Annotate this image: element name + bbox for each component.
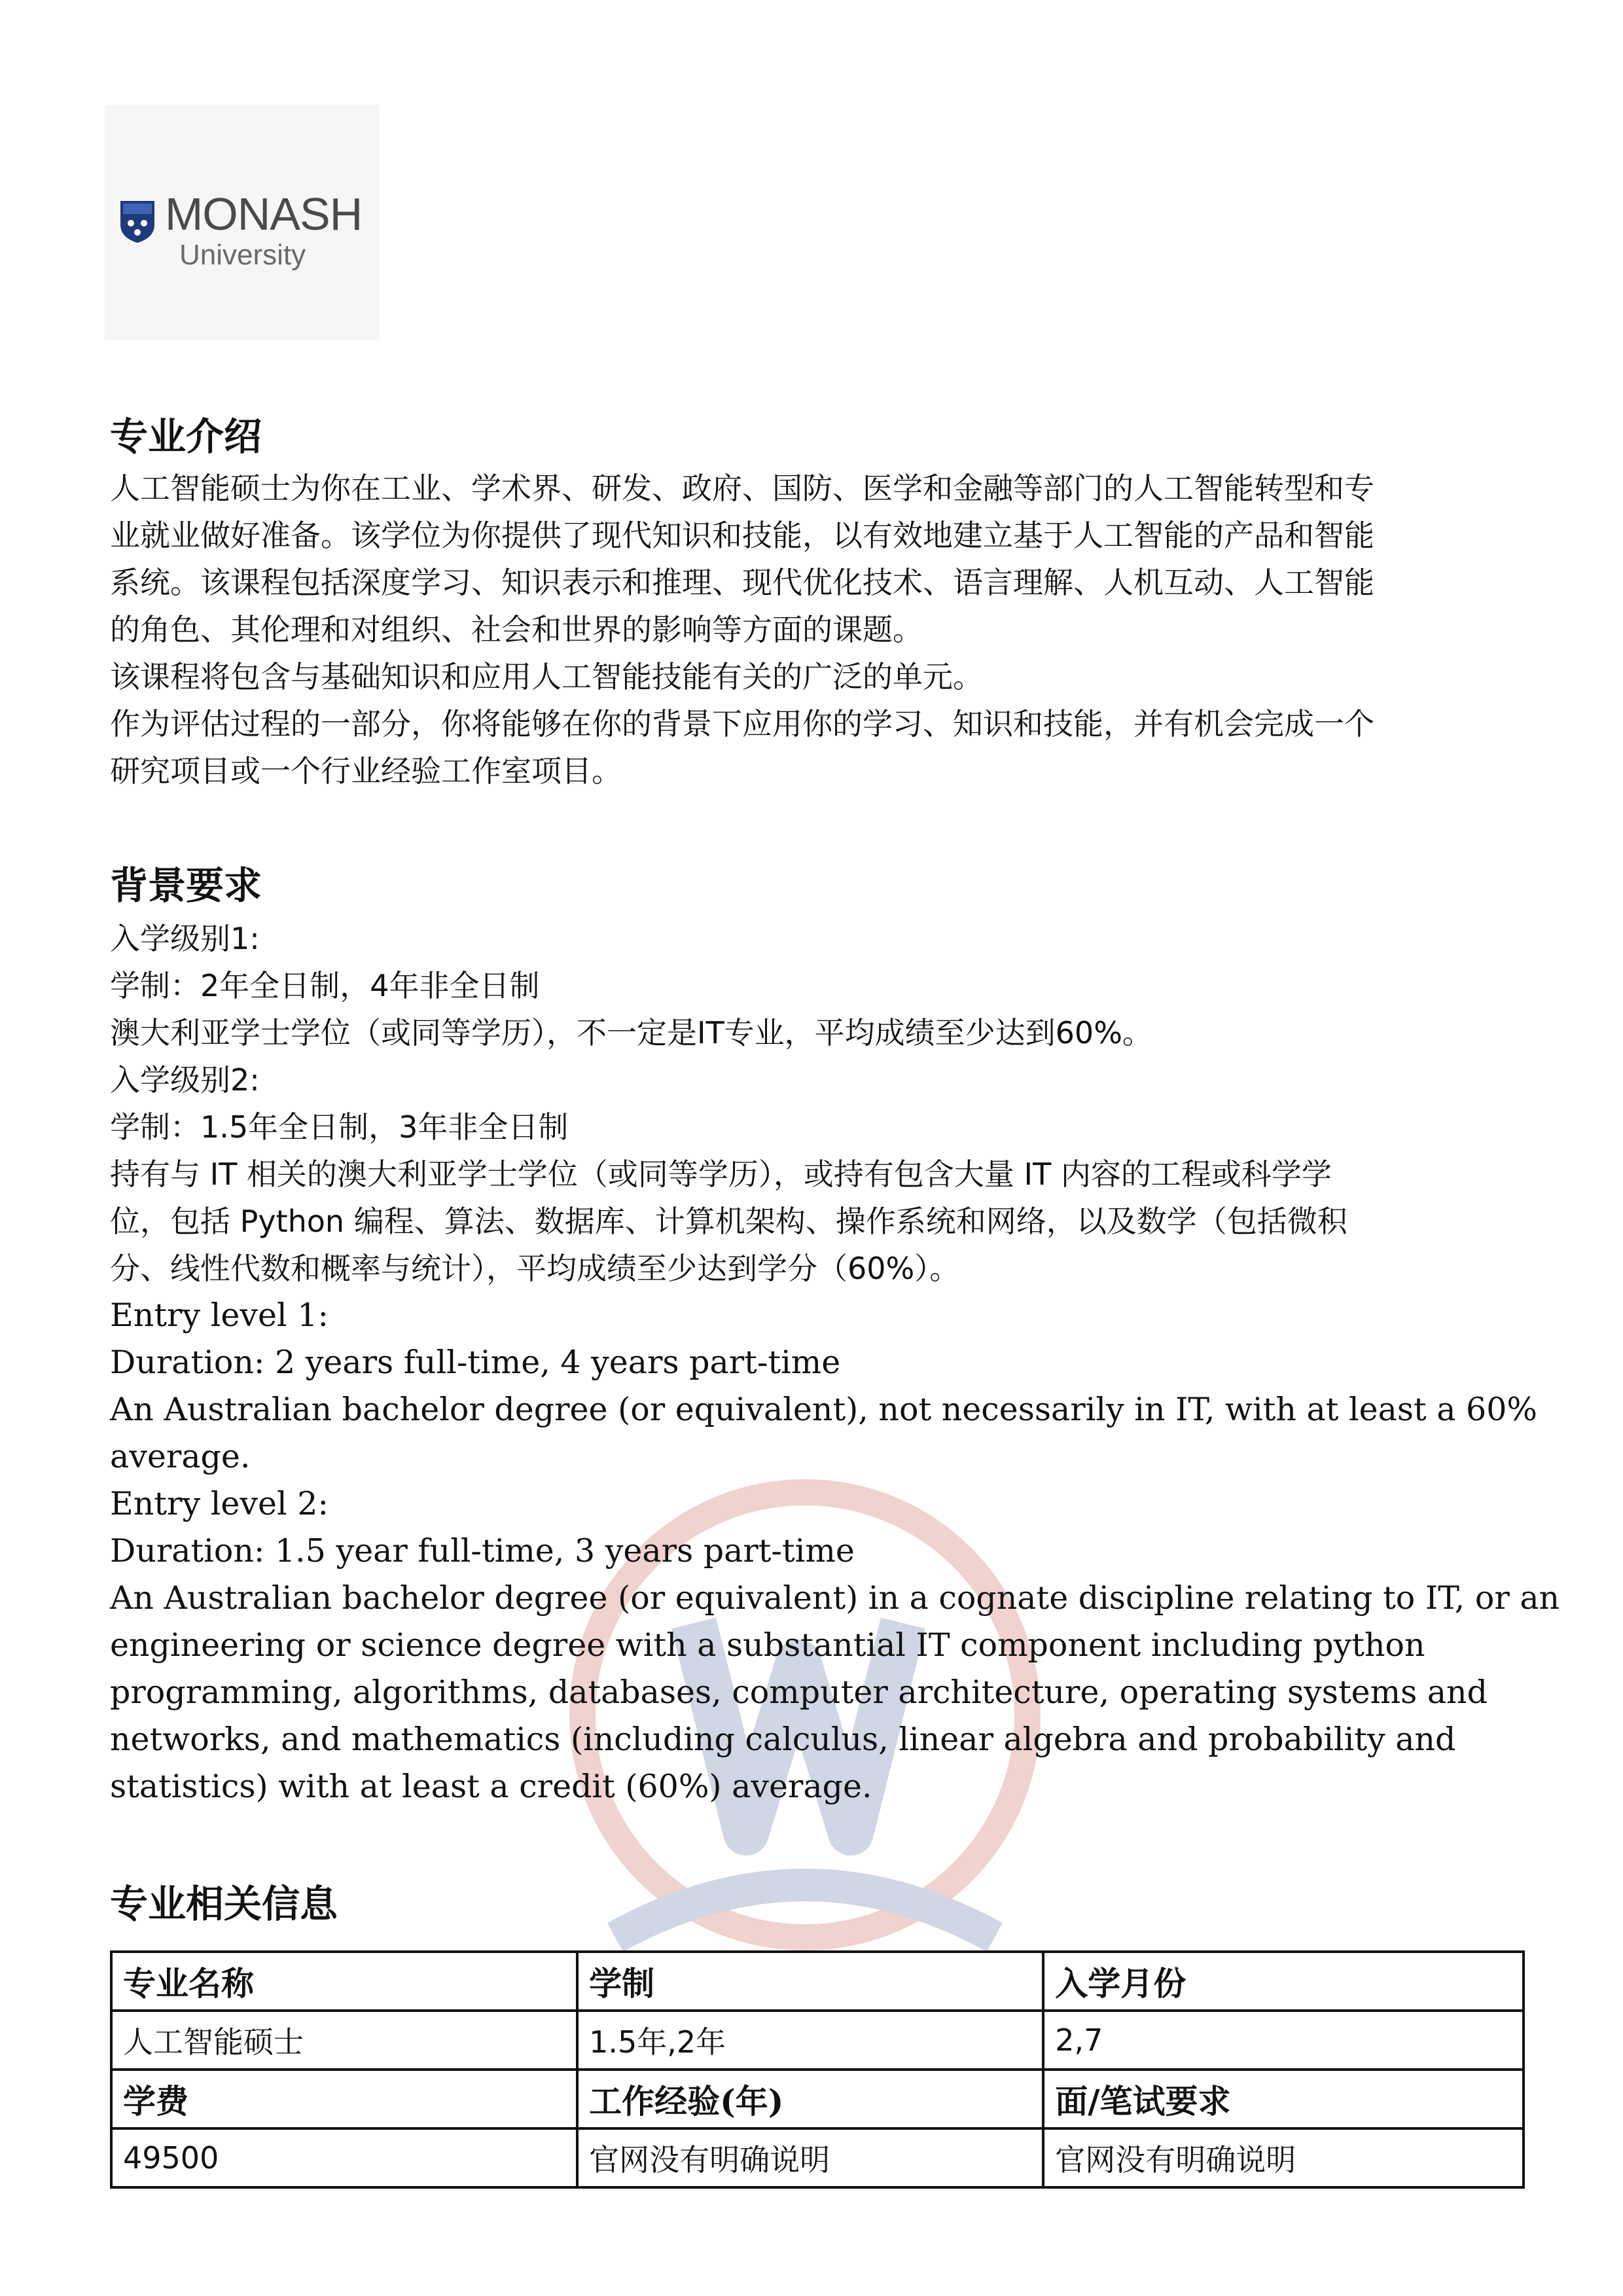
text-line: average.	[110, 1438, 251, 1475]
logo-wordmark: MONASH	[165, 188, 363, 240]
monash-logo	[105, 105, 380, 340]
text-line: Duration: 1.5 year full-time, 3 years part-time	[110, 1532, 855, 1570]
text-line: An Australian bachelor degree (or equivalent) in a cognate discipline relating to IT, or an	[110, 1579, 1560, 1617]
text-line: 系统。该课程包括深度学习、知识表示和推理、现代优化技术、语言理解、人机互动、人工智能	[110, 565, 1374, 600]
section-title-intro: 专业介绍	[110, 414, 262, 459]
logo-subtitle: University	[179, 239, 306, 271]
table-header-cell: 学制	[577, 1952, 1043, 2011]
background-en-block	[110, 1292, 1560, 1810]
text-line: 入学级别2:	[110, 1062, 260, 1098]
text-line: 分、线性代数和概率与统计），平均成绩至少达到学分（60%）。	[110, 1251, 960, 1286]
section-title-info: 专业相关信息	[110, 1882, 338, 1926]
text-line: 澳大利亚学士学位（或同等学历），不一定是IT专业，平均成绩至少达到60%。	[110, 1015, 1152, 1050]
text-line: 位，包括 Python 编程、算法、数据库、计算机架构、操作系统和网络，以及数学（包括微积	[110, 1204, 1347, 1239]
text-line: 研究项目或一个行业经验工作室项目。	[110, 753, 622, 789]
text-line: 学制：2年全日制，4年非全日制	[110, 968, 540, 1003]
text-line: networks, and mathematics (including calculus, linear algebra and probability and	[110, 1721, 1456, 1758]
text-line: engineering or science degree with a substantial IT component including python	[110, 1626, 1425, 1664]
table-row	[111, 2011, 1524, 2070]
section-title-background: 背景要求	[110, 863, 262, 908]
table-header-cell: 入学月份	[1043, 1952, 1524, 2011]
text-line: 人工智能硕士为你在工业、学术界、研发、政府、国防、医学和金融等部门的人工智能转型和专	[110, 471, 1374, 506]
text-line: 该课程将包含与基础知识和应用人工智能技能有关的广泛的单元。	[110, 659, 983, 694]
table-header-cell: 工作经验(年)	[577, 2070, 1043, 2128]
table-cell: 2,7	[1043, 2011, 1524, 2070]
intro-paragraph	[110, 465, 1530, 795]
text-line: An Australian bachelor degree (or equivalent), not necessarily in IT, with at least a 60%	[110, 1391, 1537, 1428]
program-info-table	[110, 1950, 1525, 2189]
table-cell: 人工智能硕士	[111, 2011, 577, 2070]
table-header-cell: 面/笔试要求	[1043, 2070, 1524, 2128]
text-line: statistics) with at least a credit (60%) average.	[110, 1768, 872, 1805]
table-row	[111, 2070, 1524, 2128]
text-line: 学制：1.5年全日制，3年非全日制	[110, 1109, 569, 1145]
text-line: Entry level 2:	[110, 1485, 329, 1522]
text-line: Entry level 1:	[110, 1297, 329, 1334]
table-cell: 1.5年,2年	[577, 2011, 1043, 2070]
text-line: 入学级别1:	[110, 921, 260, 956]
table-header-cell: 专业名称	[111, 1952, 577, 2011]
text-line: 业就业做好准备。该学位为你提供了现代知识和技能，以有效地建立基于人工智能的产品和智能	[110, 518, 1374, 553]
text-line: 的角色、其伦理和对组织、社会和世界的影响等方面的课题。	[110, 612, 923, 647]
text-line: programming, algorithms, databases, computer architecture, operating systems and	[110, 1674, 1488, 1711]
table-header-cell: 学费	[111, 2070, 577, 2128]
text-line: 持有与 IT 相关的澳大利亚学士学位（或同等学历），或持有包含大量 IT 内容的工程或科学学	[110, 1157, 1332, 1192]
text-line: Duration: 2 years full-time, 4 years part-time	[110, 1344, 841, 1381]
table-cell: 官网没有明确说明	[577, 2128, 1043, 2187]
background-cn-block	[110, 915, 1530, 1292]
monash-shield-icon	[119, 200, 156, 244]
table-cell: 官网没有明确说明	[1043, 2128, 1524, 2187]
table-row	[111, 2128, 1524, 2187]
table-row	[111, 1952, 1524, 2011]
table-cell: 49500	[111, 2128, 577, 2187]
text-line: 作为评估过程的一部分，你将能够在你的背景下应用你的学习、知识和技能，并有机会完成一个	[110, 706, 1374, 742]
